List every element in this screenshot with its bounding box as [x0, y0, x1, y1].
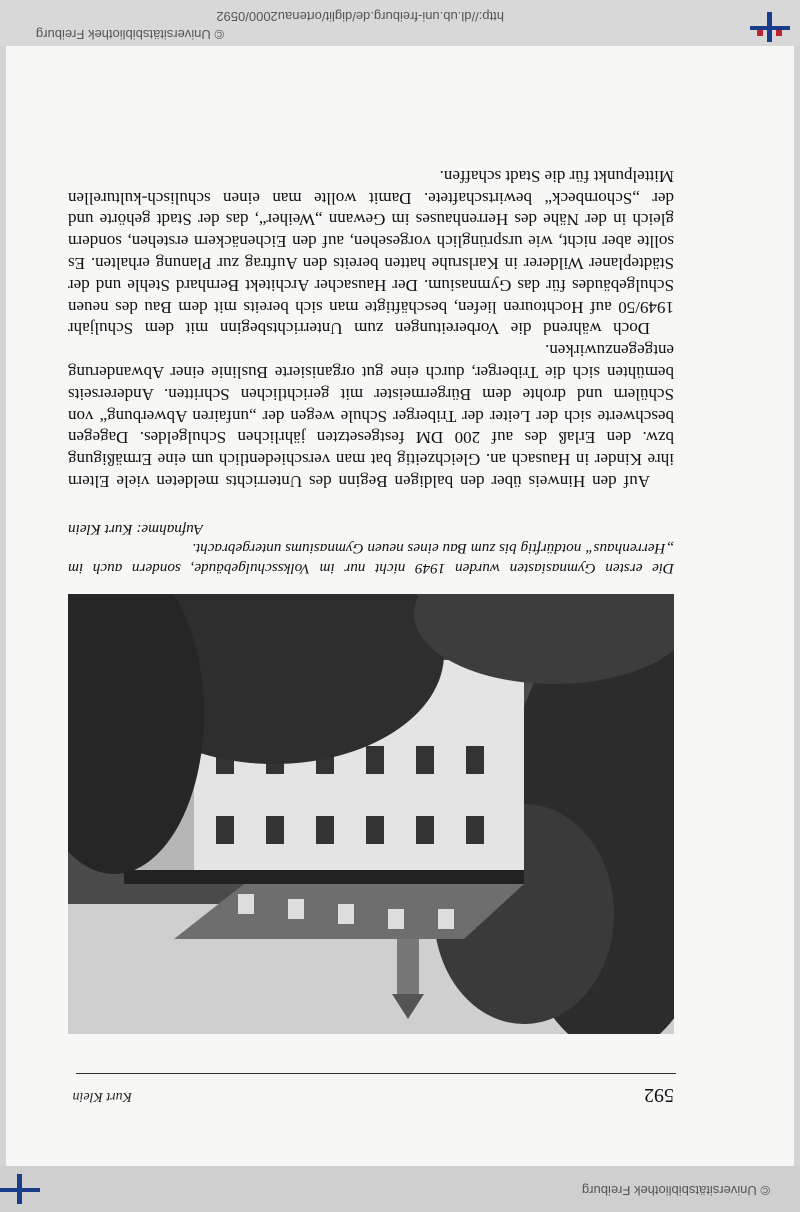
- building-photo: [68, 594, 674, 1034]
- footer-library-text: © Universitätsbibliothek Freiburg: [581, 1183, 770, 1198]
- running-head: Kurt Klein: [72, 1089, 132, 1104]
- paragraph: Doch während die Vorbereitungen zum Unterrichtsbeginn mit dem Schuljahr 1949/50 auf Hochtouren liefen, beschäftigte man sich bereits mit dem Bau des neuen Schulgebäudes für das Gymnasium. Der Hausacher Architekt Bernhard Stehle und der Städteplaner Wilderer in Karlsruhe hatten bereits den Auftrag zur Planung erhalten. Es sollte aber nicht, wie ursprünglich vorgesehen, auf den Eichenäckern erstehen, sondern gleich in der Nähe des Herrenhauses im Gewann „Weiher“, das der Stadt gehörte und der „Schornbeck“ bewirtschaftete. Damit wollte man einen schulisch-kulturellen Mittelpunkt für die Stadt schaffen.: [68, 166, 674, 339]
- header-rule: [76, 1073, 676, 1074]
- figure-caption: Die ersten Gymnasiasten wurden 1949 nicht nur im Volksschulgebäude, sondern auch im „Herrenhaus“ notdürftig bis zum Bau eines neuen Gymnasiums untergebracht.: [68, 540, 674, 577]
- header-library-text: © Universitätsbibliothek Freiburg: [35, 27, 224, 42]
- photo-image: [68, 594, 674, 1034]
- library-logo-icon: [0, 1174, 40, 1204]
- page-number: 592: [644, 1084, 674, 1106]
- source-url[interactable]: http://dl.ub.uni-freiburg.de/diglit/ortenau2000/0592: [216, 9, 504, 24]
- footer-band: [0, 1166, 800, 1212]
- figure-credit: Aufnahme: Kurt Klein: [68, 521, 203, 538]
- header-band: [0, 0, 800, 46]
- book-page: [6, 46, 794, 1166]
- paragraph: Auf den Hinweis über den baldigen Beginn des Unterrichts meldeten viele Eltern ihre Kinder in Hausach an. Gleichzeitig bat man verschiedentlich um eine Ermäßigung bzw. den Erlaß des auf 200 DM festgesetzten jährlichen Schulgeldes. Dagegen beschwerte sich der Leiter der Triberger Schule wegen der „unfairen Abwerbung“ von Schülern und drohte dem Bürgermeister mit gerichtlichen Schritten. Andererseits bemühten sich die Triberger, durch eine gut organisierte Buslinie einer Abwanderung entgegenzuwirken.: [68, 341, 674, 491]
- library-logo-icon: [750, 12, 790, 42]
- body-text: [68, 165, 674, 492]
